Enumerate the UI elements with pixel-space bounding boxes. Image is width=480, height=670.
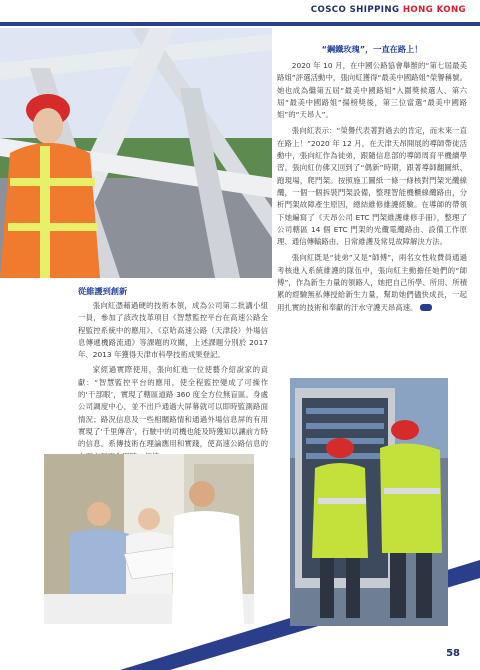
right-section-title: “鋼鐵玫瑰”，一直在路上！ <box>321 44 423 54</box>
right-paragraph-1: 2020 年 10 月，在中國公路協會舉辦的“第七屆最美路姐”評選活動中，張向紅獲得“最美中國路姐”榮譽稱號。她也成為繼第五屆“最美中國路姐”入圍獎候選人、第六屆“最美中國路姐”揚榜獎後，第三位當選“最美中國路姐”的“天昂人”。 <box>277 61 467 120</box>
left-column <box>78 286 268 463</box>
article-end-icon <box>420 304 432 311</box>
right-paragraph-3 <box>277 252 467 313</box>
left-paragraph-1: 張向紅憑藉過硬的技術本領，成為公司第二批講小組一員，參加了該改技革項目《智慧監控平台在高速公路全程監控系統中的應用》、《京哈高速公路（天津段）外場信息傳遞機路流通》等課題的攻關，上述課題分別於 2017 年、2013 年獲得天津市科學技術成果登記。 <box>78 301 268 360</box>
left-paragraph-2: 家經過實際使用，張向紅進一位使藝介紹說家的貢獻：“智慧監控平台的應用，使全程監控變成了可操作的‘干部眼’，實現了轄區道路 360 度全方位無盲區。身處公司調度中心，並不出戶通過大屏幕就可以即時監測路面情況；路況信息及一些相關路情和通過外場信息屏的有用實現了‘千里傳音’，行駛中的司機也能及時獲知以讓前方時的信息。系傳技術在理論應用和實踐，使高速公路信息的 <box>78 365 268 449</box>
header-brand <box>311 5 466 15</box>
brand-suffix: HONG KONG <box>402 5 466 15</box>
header-rule <box>0 22 480 26</box>
left-section-title: 從維護到創新 <box>78 286 128 296</box>
brand-main: COSCO SHIPPING <box>310 5 400 15</box>
right-paragraph-3-text: 張向紅既是“徒弟”又是“師傅”，兩名女性收費員通過考核進入系統維護的隊伍中，張向紅主動擔任她們的“師傅”，作為新生力量的領路人，她把自己所學、所用、所積累的經驗無私傳授給新生力量，幫助她們儘快成長，一起用扎實的技術和奉獻的汗水守護天昂高速。 <box>277 253 467 312</box>
photo-workers-at-cabinet <box>290 378 448 626</box>
right-paragraph-2: 張向紅表示：“榮譽代表著對過去的肯定，而未來一直在路上！”2020 年 12 月，在天津天昂開展的導師帶徒活動中，張向紅作為徒弟，跟隨信息部的導師周育平機續學習。張向紅仿佛又回到了“偶新”時期，跟著導師翻圖紙、跑現場，爬門架。按照施工圖紙一條一條核對門架光纜線纜，一個一個拆裝門架設備，整理智能機櫃線纜路由，分析門架故障產生原因，總結維修維護經驗。在導師的帶領下她編寫了《天昂公司 ETC 門架維護維修手冊》，整理了公司轄區 14 個 ETC 門架的光纜電纜路由、設備工作原理、通信傳輸路由、日常維護及常見故障解決方法。 <box>277 126 467 247</box>
page-number: 58 <box>446 648 460 659</box>
right-column <box>277 44 467 314</box>
photo-worker-on-gantry <box>0 28 272 278</box>
